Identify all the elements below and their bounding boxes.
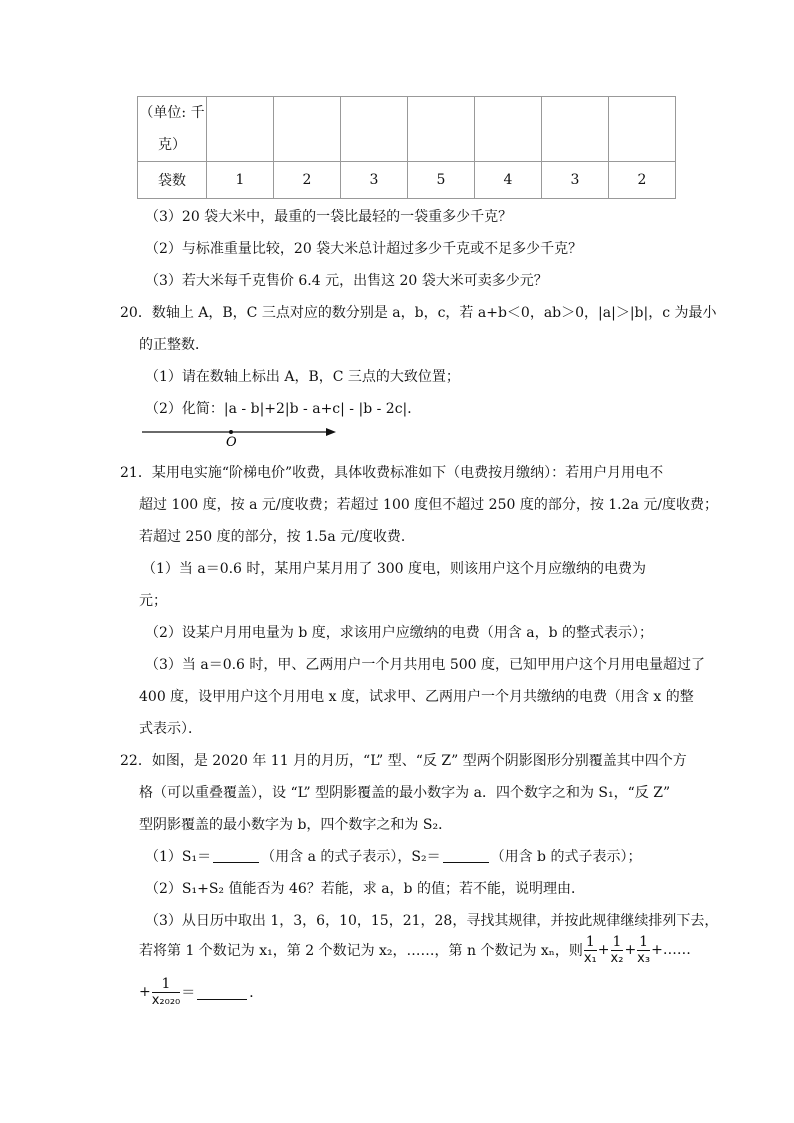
q20-part-2: （2）化简：|a - b|+2|b - a+c| - |b - 2c|． [145,401,422,417]
q20-stem-line-2: 的正整数． [139,337,209,353]
origin-label: O [226,435,237,448]
table-row [138,162,676,199]
arrow-right-icon [326,428,336,436]
q22-part-1-s1-label: （1）S₁＝ [145,849,212,865]
fraction-numerator: 1 [585,933,595,950]
plus-sign: + [139,984,151,1000]
fraction-term [152,976,181,1009]
table-cell: 2 [609,162,676,199]
fraction-denominator: x₃ [637,950,651,966]
table-row [138,97,676,162]
q21-stem-line-1: 21．某用电实施“阶梯电价”收费，具体收费标准如下（电费按月缴纳）：若用户月用电不 [120,465,664,481]
equals-sign: ＝ [181,985,196,1001]
answer-blank [197,985,247,1000]
fraction-numerator: 1 [639,933,649,950]
table-cell [475,97,542,162]
fraction-numerator: 1 [152,976,181,993]
origin-point [229,430,233,434]
table-cell [207,97,274,162]
q19-part-3: （3）若大米每千克售价 6.4 元，出售这 20 袋大米可卖多少元？ [145,273,548,289]
q21-stem-line-3: 若超过 250 度的部分，按 1.5a 元/度收费． [139,529,415,545]
table-cell [609,97,676,162]
q21-part-1: （1）当 a＝0.6 时，某用户某月用了 300 度电，则该用户这个月应缴纳的电费为 [142,561,647,577]
fraction-numerator: 1 [612,933,622,950]
q22-part-3-line-2 [139,928,691,972]
q20-stem-line-1: 20．数轴上 A，B，C 三点对应的数分别是 a，b，c，若 a+b＜0，ab＞0，|a|＞|b|，c 为最小 [120,305,717,321]
table-cell: 1 [207,162,274,199]
q22-stem-line-1: 22．如图，是 2020 年 11 月的月历，“L” 型、“反 Z” 型两个阴影图形分别覆盖其中四个方 [120,753,687,769]
period-mark: ． [249,985,264,1001]
table-cell [542,97,609,162]
fraction-term [584,934,597,967]
table-cell: 3 [341,162,408,199]
q21-part-2: （2）设某户月用电量为 b 度，求该用户应缴纳的电费（用含 a，b 的整式表示）； [145,625,653,641]
answer-blank [443,848,489,863]
q19-part-1: （3）20 袋大米中，最重的一袋比最轻的一袋重多少千克？ [145,209,513,225]
plus-sign: + [597,942,610,958]
table-cell [408,97,475,162]
q20-part-1: （1）请在数轴上标出 A，B，C 三点的大致位置； [145,369,460,385]
plus-sign: + [624,942,637,958]
number-line-figure [140,424,340,448]
q21-part-3-line-3: 式表示）． [139,721,202,737]
q22-part-1 [145,846,641,866]
fraction-denominator: x₂ [610,950,624,966]
fraction-denominator: x₂₀₂₀ [151,992,181,1008]
q22-part-3-line-1: （3）从日历中取出 1，3，6，10，15，21，28，寻找其规律，并按此规律继续排列下去， [145,913,719,929]
q21-part-3-line-2: 400 度，设甲用户这个月用电 x 度，试求甲、乙两用户一个月共缴纳的电费（用含 x 的整 [139,689,694,705]
fraction-denominator: x₁ [583,950,597,966]
q22-part-3-line-3 [139,970,263,1014]
table-cell [341,97,408,162]
ellipsis-text: +…… [651,942,691,958]
q22-part-1-middle: （用含 a 的式子表示），S₂＝ [261,849,441,865]
table-cell: 4 [475,162,542,199]
rice-weight-table [137,96,676,199]
q22-stem-line-3: 型阴影覆盖的最小数字为 b，四个数字之和为 S₂． [139,817,453,833]
q22-part-3-sequence-text: 若将第 1 个数记为 x₁，第 2 个数记为 x₂，……，第 n 个数记为 xₙ，则 [139,943,583,959]
q22-stem-line-2: 格（可以重叠覆盖），设 “L” 型阴影覆盖的最小数字为 a．四个数字之和为 S₁，“反 Z” [139,785,671,801]
fraction-term [611,934,624,967]
table-cell: 5 [408,162,475,199]
q19-part-2: （2）与标准重量比较，20 袋大米总计超过多少千克或不足多少千克？ [145,241,583,257]
q21-stem-line-2: 超过 100 度，按 a 元/度收费；若超过 100 度但不超过 250 度的部分，按 1.2a 元/度收费； [139,497,719,513]
q22-part-2: （2）S₁+S₂ 值能否为 46？若能，求 a，b 的值；若不能，说明理由． [145,881,585,897]
table-header-cell: （单位: 千克） [138,97,207,162]
fraction-term [637,934,650,967]
table-cell [274,97,341,162]
q22-part-1-tail: （用含 b 的式子表示）； [490,849,642,865]
table-cell: 2 [274,162,341,199]
table-header-cell: 袋数 [138,162,207,199]
table-cell: 3 [542,162,609,199]
answer-blank [213,848,259,863]
q21-part-3-line-1: （3）当 a＝0.6 时，甲、乙两用户一个月共用电 500 度，已知甲用户这个月用电量超过了 [145,657,706,673]
q21-part-1-end: 元； [139,593,167,609]
